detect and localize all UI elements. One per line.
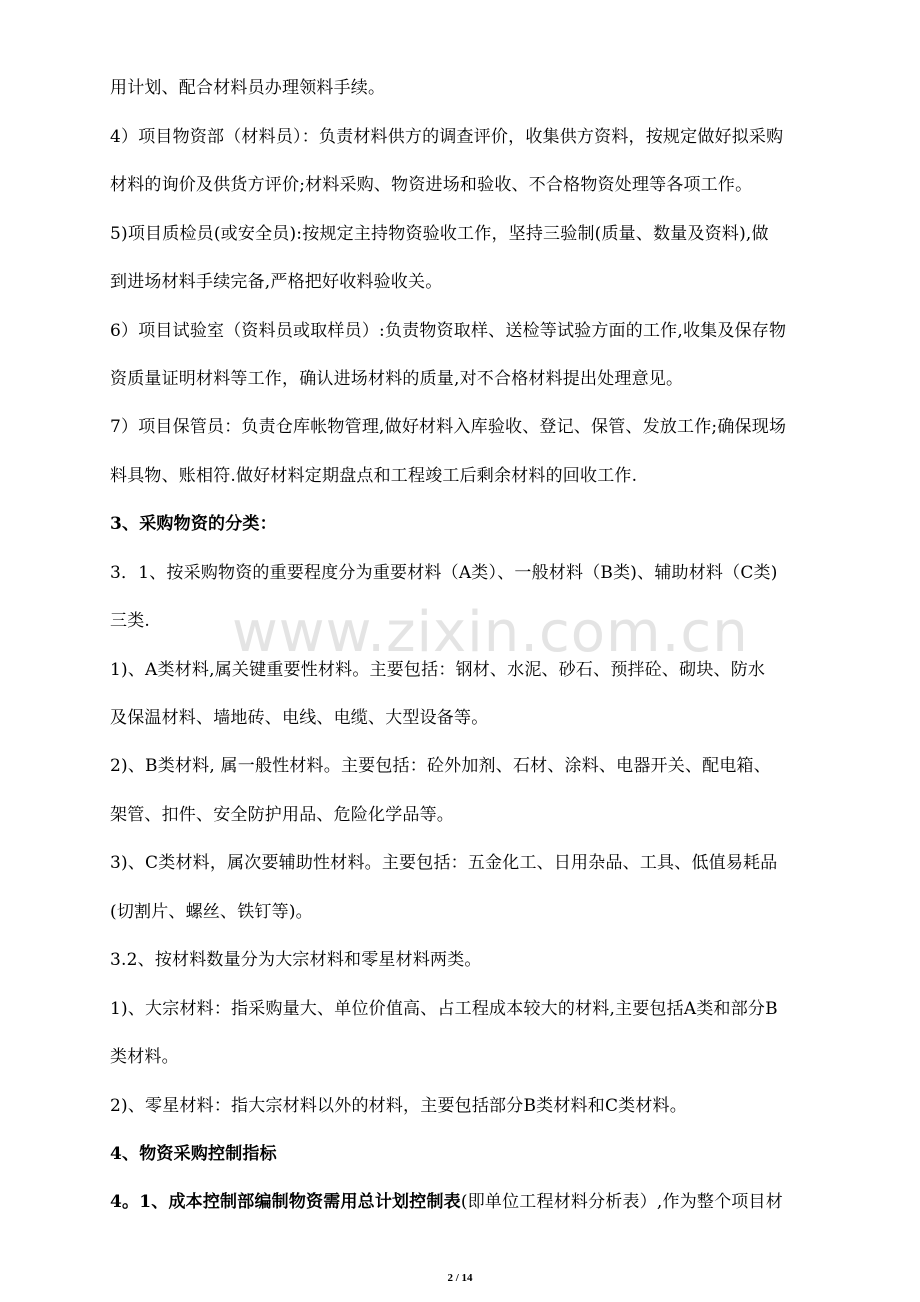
text-line: 2)、B类材料, 属一般性材料。主要包括：砼外加剂、石材、涂料、电器开关、配电箱、 bbox=[110, 756, 771, 776]
text-line: 1)、大宗材料：指采购量大、单位价值高、占工程成本较大的材料,主要包括A类和部分B bbox=[110, 999, 778, 1019]
text-line: 5)项目质检员(或安全员):按规定主持物资验收工作，坚持三验制(质量、数量及资料),做 bbox=[110, 224, 769, 244]
watermark: www.zixin.com.cn bbox=[232, 600, 749, 665]
text-line: 类材料。 bbox=[110, 1047, 179, 1067]
section-heading: 3、采购物资的分类： bbox=[110, 514, 277, 534]
bold-lead-text: 4。1、成本控制部编制物资需用总计划控制表 bbox=[110, 1192, 461, 1212]
section-heading: 4、物资采购控制指标 bbox=[110, 1144, 277, 1164]
text-line: 资质量证明材料等工作，确认进场材料的质量,对不合格材料提出处理意见。 bbox=[110, 369, 684, 389]
text-line: 3)、C类材料，属次要辅助性材料。主要包括：五金化工、日用杂品、工具、低值易耗品 bbox=[110, 853, 778, 873]
text-line: 4）项目物资部（材料员）：负责材料供方的调查评价，收集供方资料，按规定做好拟采购 bbox=[110, 127, 784, 147]
normal-text: (即单位工程材料分析表）,作为整个项目材 bbox=[460, 1192, 783, 1212]
text-line: 3.2、按材料数量分为大宗材料和零星材料两类。 bbox=[110, 950, 482, 970]
text-line: (切割片、螺丝、铁钉等)。 bbox=[110, 902, 313, 922]
text-line: 用计划、配合材料员办理领料手续。 bbox=[110, 78, 386, 98]
text-line: 及保温材料、墙地砖、电线、电缆、大型设备等。 bbox=[110, 708, 489, 728]
text-line: 料具物、账相符.做好材料定期盘点和工程竣工后剩余材料的回收工作. bbox=[110, 466, 638, 486]
text-line: 6）项目试验室（资料员或取样员）:负责物资取样、送检等试验方面的工作,收集及保存物 bbox=[110, 321, 787, 341]
text-line: 材料的询价及供货方评价;材料采购、物资进场和验收、不合格物资处理等各项工作。 bbox=[110, 175, 753, 195]
text-line: 3．1、按采购物资的重要程度分为重要材料（A类）、一般材料（B类)、辅助材料（C类) bbox=[110, 563, 778, 583]
text-line: 2)、零星材料：指大宗材料以外的材料，主要包括部分B类材料和C类材料。 bbox=[110, 1096, 687, 1116]
text-line: 三类. bbox=[110, 611, 151, 631]
text-line: 7）项目保管员：负责仓库帐物管理,做好材料入库验收、登记、保管、发放工作;确保现场 bbox=[110, 417, 787, 437]
page-number: 2 / 14 bbox=[447, 1272, 473, 1284]
text-line: 架管、扣件、安全防护用品、危险化学品等。 bbox=[110, 805, 454, 825]
text-line: 1)、A类材料,属关键重要性材料。主要包括：钢材、水泥、砂石、预拌砼、砌块、防水 bbox=[110, 660, 766, 680]
text-line: 到进场材料手续完备,严格把好收料验收关。 bbox=[110, 272, 443, 292]
text-line bbox=[110, 1191, 783, 1213]
